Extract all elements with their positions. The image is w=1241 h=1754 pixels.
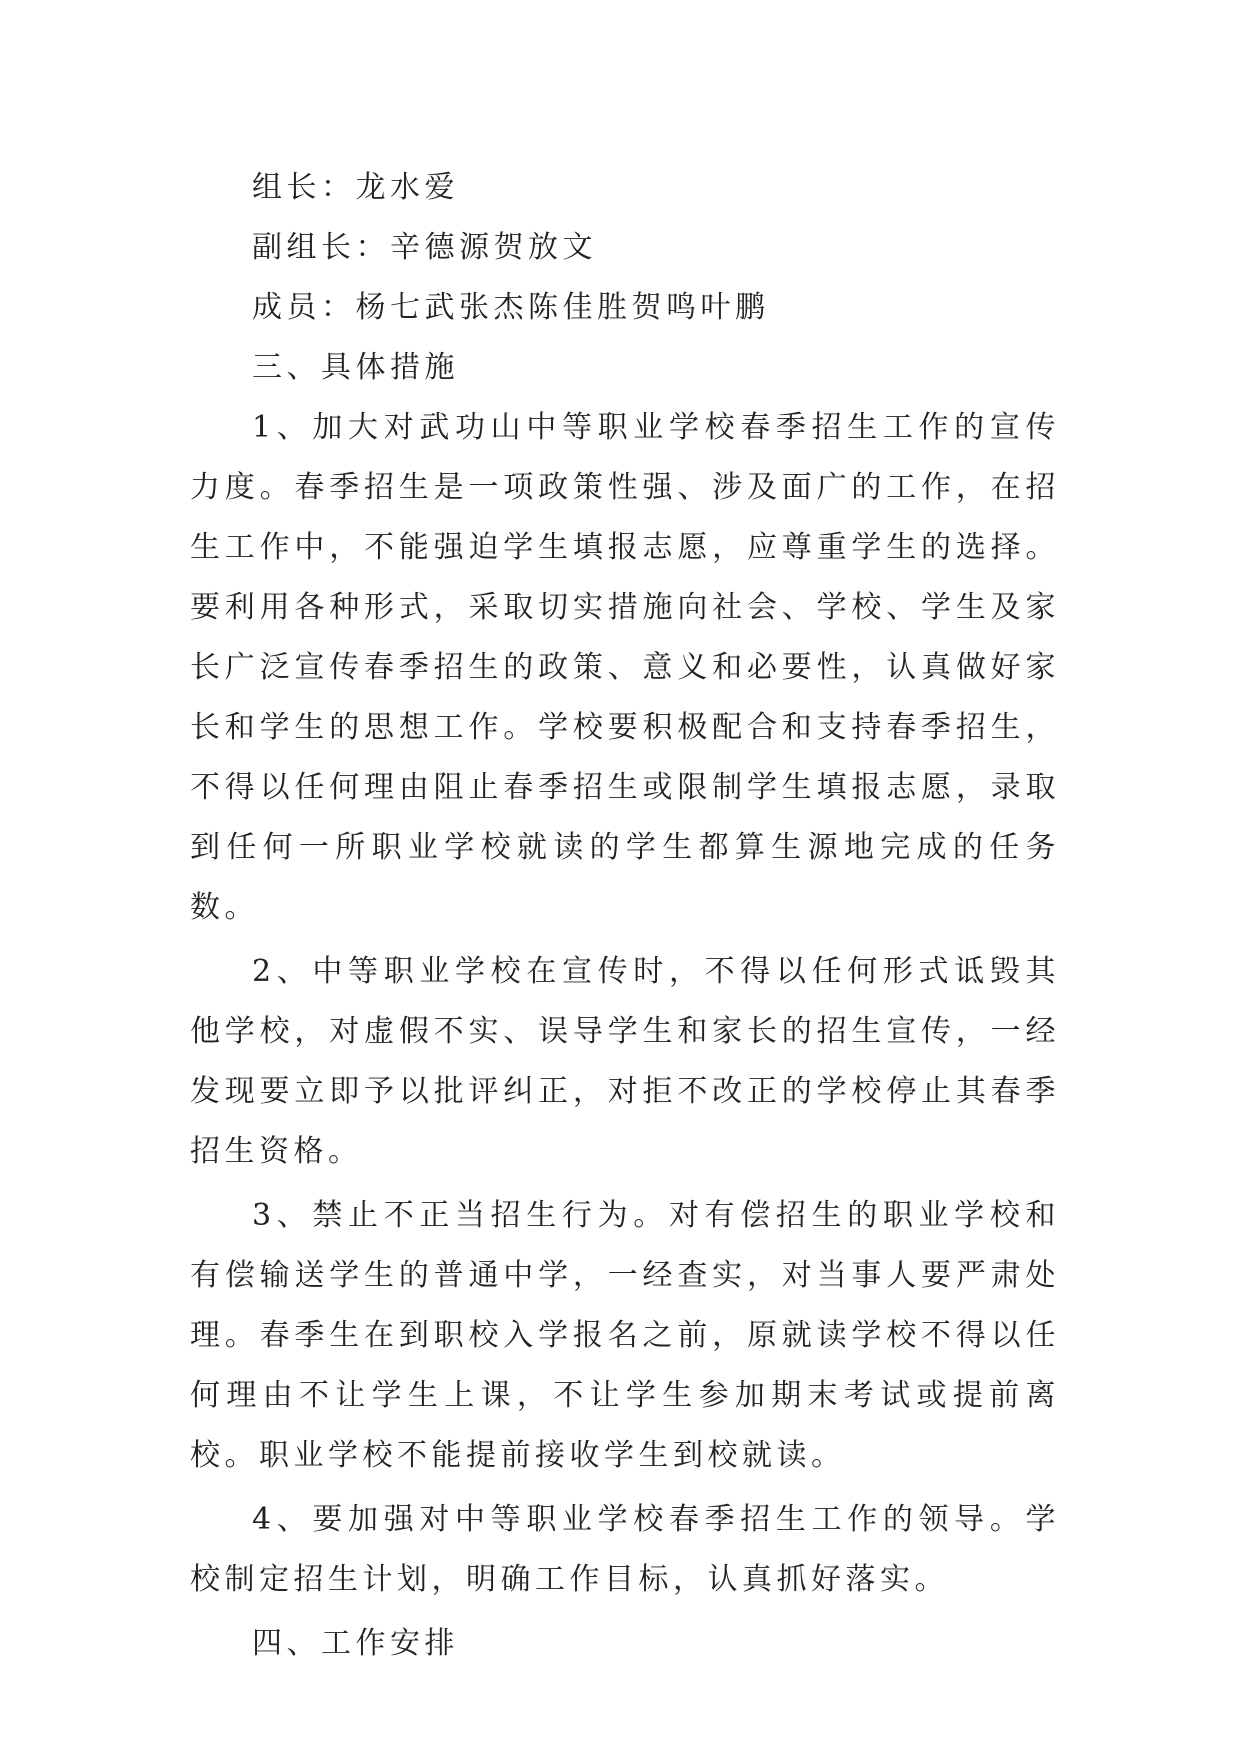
measure-2-paragraph: 2、中等职业学校在宣传时，不得以任何形式诋毁其他学校，对虚假不实、误导学生和家长的招生宣传，一经发现要立即予以批评纠正，对拒不改正的学校停止其春季招生资格。 bbox=[190, 954, 1060, 1169]
deputy-leader-line: 副组长：辛德源贺放文 bbox=[252, 230, 597, 265]
measure-3-paragraph: 3、禁止不正当招生行为。对有偿招生的职业学校和有偿输送学生的普通中学，一经查实，对当事人要严肃处理。春季生在到职校入学报名之前，原就读学校不得以任何理由不让学生上课，不让学生参加期末考试或提前离校。职业学校不能提前接收学生到校就读。 bbox=[190, 1198, 1060, 1473]
section-4-heading: 四、工作安排 bbox=[252, 1626, 459, 1661]
section-3-heading: 三、具体措施 bbox=[252, 350, 459, 385]
leader-line: 组长：龙水爱 bbox=[252, 170, 459, 205]
measure-1-paragraph: 1、加大对武功山中等职业学校春季招生工作的宣传力度。春季招生是一项政策性强、涉及面广的工作，在招生工作中，不能强迫学生填报志愿，应尊重学生的选择。要利用各种形式，采取切实措施向社会、学校、学生及家长广泛宣传春季招生的政策、意义和必要性，认真做好家长和学生的思想工作。学校要积极配合和支持春季招生，不得以任何理由阻止春季招生或限制学生填报志愿，录取到任何一所职业学校就读的学生都算生源地完成的任务数。 bbox=[190, 410, 1060, 925]
document-body bbox=[190, 158, 1060, 1674]
members-line: 成员：杨七武张杰陈佳胜贺鸣叶鹏 bbox=[252, 290, 770, 325]
measure-4-paragraph: 4、要加强对中等职业学校春季招生工作的领导。学校制定招生计划，明确工作目标，认真抓好落实。 bbox=[190, 1502, 1060, 1597]
